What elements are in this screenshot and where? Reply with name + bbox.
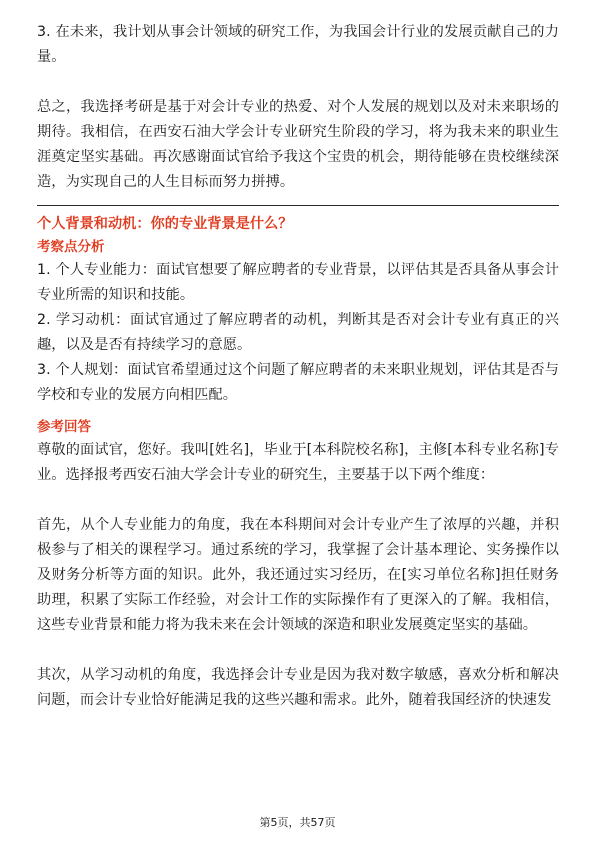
document-page: [37, 20, 559, 713]
analysis-heading: 考察点分析: [37, 239, 105, 255]
question-title: 个人背景和动机：你的专业背景是什么？: [37, 216, 293, 232]
answer-paragraph: 尊敬的面试官，您好。我叫[姓名]，毕业于[本科院校名称]，主修[本科专业名称]专业。选择报考西安石油大学会计专业的研究生，主要基于以下两个维度：: [37, 442, 559, 483]
analysis-point: 1. 个人专业能力：面试官想要了解应聘者的专业背景，以评估其是否具备从事会计专业所需的知识和技能。: [37, 262, 559, 303]
analysis-point: 3. 个人规划：面试官希望通过这个问题了解应聘者的未来职业规划，评估其是否与学校和专业的发展方向相匹配。: [37, 362, 559, 403]
analysis-point: 2. 学习动机：面试官通过了解应聘者的动机，判断其是否对会计专业有真正的兴趣，以及是否有持续学习的意愿。: [37, 312, 559, 353]
answer-paragraph: 其次，从学习动机的角度，我选择会计专业是因为我对数字敏感，喜欢分析和解决问题，而会计专业恰好能满足我的这些兴趣和需求。此外，随着我国经济的快速发: [37, 667, 559, 708]
page-number: 第5页，共57页: [259, 816, 336, 829]
intro-paragraph: 3. 在未来，我计划从事会计领域的研究工作，为我国会计行业的发展贡献自己的力量。: [37, 24, 559, 65]
answer-heading: 参考回答: [37, 419, 91, 435]
section-divider: [37, 205, 559, 206]
answer-paragraph: 首先，从个人专业能力的角度，我在本科期间对会计专业产生了浓厚的兴趣，并积极参与了相关的课程学习。通过系统的学习，我掌握了会计基本理论、实务操作以及财务分析等方面的知识。此外，我还通过实习经历，在[实习单位名称]担任财务助理，积累了实际工作经验，对会计工作的实际操作有了更深入的了解。我相信，这些专业背景和能力将为我未来在会计领域的深造和职业发展奠定坚实的基础。: [37, 517, 559, 633]
intro-paragraph: 总之，我选择考研是基于对会计专业的热爱、对个人发展的规划以及对未来职场的期待。我相信，在西安石油大学会计专业研究生阶段的学习，将为我未来的职业生涯奠定坚实基础。再次感谢面试官给予我这个宝贵的机会，期待能够在贵校继续深造，为实现自己的人生目标而努力拼搏。: [37, 99, 559, 190]
